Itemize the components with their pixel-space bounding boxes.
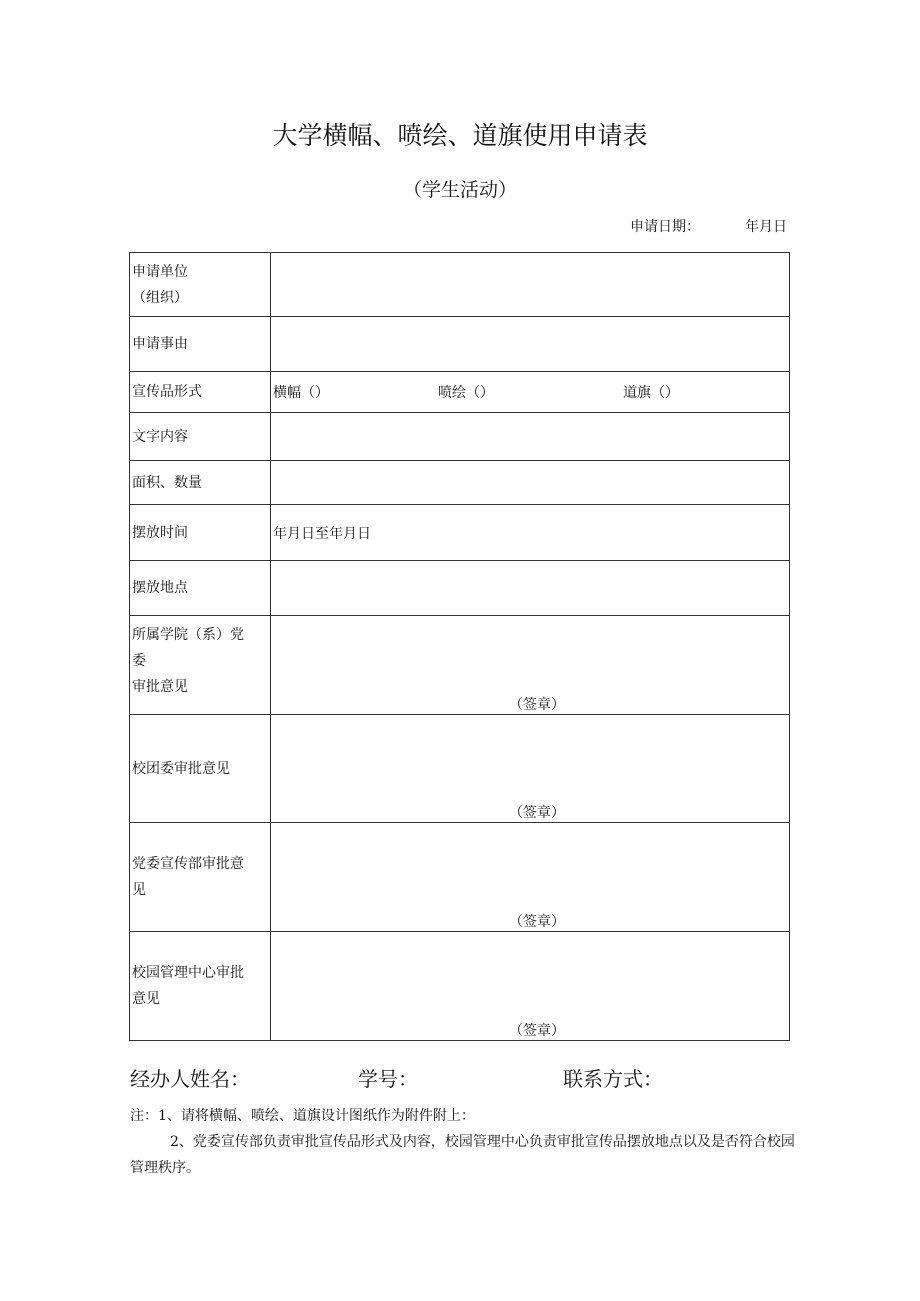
handler-name-label[interactable]: 经办人姓名： xyxy=(130,1067,250,1091)
applicant-unit-label-line2: （组织） xyxy=(132,289,188,306)
row-format xyxy=(130,372,790,413)
row-campus-mgmt-approval xyxy=(130,932,790,1041)
form-title: 大学横幅、喷绘、道旗使用申请表 xyxy=(272,121,648,150)
display-location-label: 摆放地点 xyxy=(130,561,271,616)
seal-label: （签章） xyxy=(509,1023,565,1039)
youth-league-approval-field[interactable] xyxy=(271,715,790,823)
row-applicant-unit xyxy=(130,253,790,317)
contact-label[interactable]: 联系方式： xyxy=(563,1067,663,1091)
row-area-quantity xyxy=(130,461,790,505)
text-content-label: 文字内容 xyxy=(130,413,271,461)
row-display-location xyxy=(130,561,790,616)
publicity-approval-label-line1: 党委宣传部审批意 xyxy=(132,856,244,872)
publicity-approval-label xyxy=(130,823,271,932)
college-approval-label-line1: 所属学院（系）党 xyxy=(132,627,244,643)
college-approval-label xyxy=(130,616,271,715)
row-reason xyxy=(130,317,790,372)
campus-mgmt-approval-label-line1: 校园管理中心审批 xyxy=(132,965,244,981)
college-approval-label-line3: 审批意见 xyxy=(132,679,188,695)
seal-label: （签章） xyxy=(509,914,565,930)
seal-label: （签章） xyxy=(509,805,565,821)
display-location-field[interactable] xyxy=(271,561,790,616)
campus-mgmt-approval-field[interactable] xyxy=(271,932,790,1041)
campus-mgmt-approval-label xyxy=(130,932,271,1041)
college-approval-field[interactable] xyxy=(271,616,790,715)
applicant-unit-field[interactable] xyxy=(271,253,790,317)
note-1: 注：1、请将横幅、喷绘、道旗设计图纸作为附件附上： xyxy=(130,1108,475,1124)
row-youth-league-approval xyxy=(130,715,790,823)
date-value[interactable]: 年月日 xyxy=(745,219,787,235)
row-publicity-approval xyxy=(130,823,790,932)
format-options xyxy=(271,372,790,413)
publicity-approval-label-line2: 见 xyxy=(132,882,146,898)
row-display-time xyxy=(130,505,790,561)
format-option-road-flag[interactable]: 道旗（） xyxy=(623,385,679,401)
seal-label: （签章） xyxy=(509,697,565,713)
campus-mgmt-approval-label-line2: 意见 xyxy=(132,991,160,1007)
college-approval-label-line2: 委 xyxy=(132,653,146,669)
form-subtitle: （学生活动） xyxy=(402,179,517,201)
reason-label: 申请事由 xyxy=(130,317,271,372)
note-2: 2、党委宣传部负责审批宣传品形式及内容，校园管理中心负责审批宣传品摆放地点以及是否符合校园管理秩序。 xyxy=(130,1134,795,1176)
area-quantity-label: 面积、数量 xyxy=(130,461,271,505)
reason-field[interactable] xyxy=(271,317,790,372)
display-time-label: 摆放时间 xyxy=(130,505,271,561)
applicant-unit-label xyxy=(130,253,271,317)
applicant-unit-label-line1: 申请单位 xyxy=(132,263,188,280)
format-label: 宣传品形式 xyxy=(130,372,271,413)
publicity-approval-field[interactable] xyxy=(271,823,790,932)
student-id-label[interactable]: 学号： xyxy=(358,1067,418,1091)
youth-league-approval-label: 校团委审批意见 xyxy=(130,715,271,823)
notes xyxy=(130,1103,795,1181)
text-content-field[interactable] xyxy=(271,413,790,461)
format-option-banner[interactable]: 横幅（） xyxy=(273,385,329,401)
display-time-field[interactable]: 年月日至年月日 xyxy=(271,505,790,561)
date-label: 申请日期： xyxy=(630,219,700,235)
area-quantity-field[interactable] xyxy=(271,461,790,505)
row-college-approval xyxy=(130,616,790,715)
format-option-spray-print[interactable]: 喷绘（） xyxy=(438,385,494,401)
application-form-table xyxy=(129,252,790,1041)
row-text-content xyxy=(130,413,790,461)
